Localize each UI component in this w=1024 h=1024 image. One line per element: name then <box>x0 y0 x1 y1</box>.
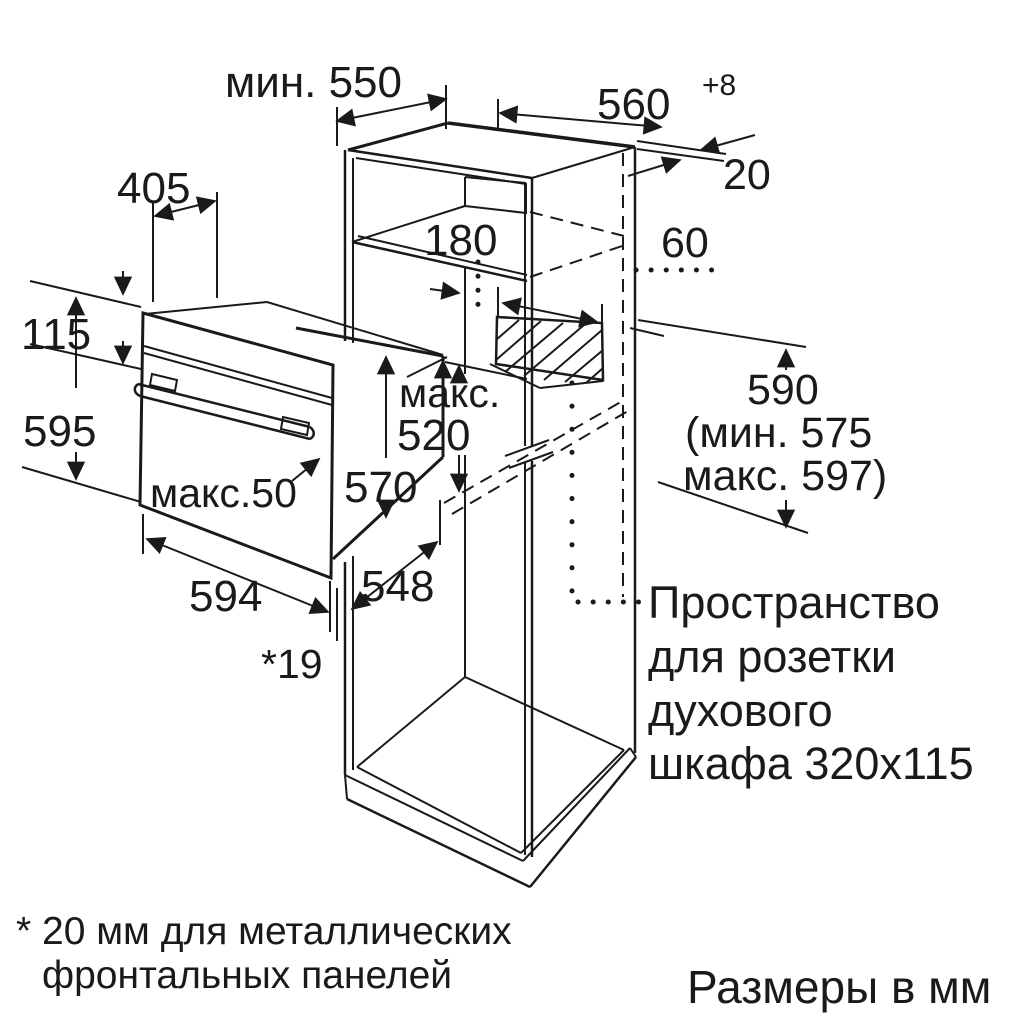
socket-note <box>648 577 974 789</box>
dim-595: 595 <box>23 407 97 456</box>
dim-180: 180 <box>424 216 498 265</box>
dim-min-550: мин. 550 <box>225 58 402 107</box>
dim-60: 60 <box>661 219 709 267</box>
footnote-line-1: * 20 мм для металлических <box>16 910 512 953</box>
dim-405: 405 <box>117 164 191 213</box>
socket-note-line-1: Пространство <box>648 577 940 628</box>
dim-560-tolerance: +8 <box>702 69 737 102</box>
socket-note-line-3: духового <box>648 685 833 736</box>
dim-20: 20 <box>723 151 771 199</box>
dim-590-max: макс. 597) <box>683 452 888 500</box>
footnote <box>16 910 512 997</box>
dim-594: 594 <box>189 572 263 621</box>
dim-590: 590 <box>747 366 819 414</box>
dim-gap-19: *19 <box>261 641 323 687</box>
footnote-line-2: фронтальных панелей <box>42 954 453 997</box>
units-note: Размеры в мм <box>687 961 992 1013</box>
dim-max-label: макс. <box>399 370 501 416</box>
oven-handle <box>135 374 314 439</box>
dim-548: 548 <box>361 562 435 611</box>
socket-note-line-2: для розетки <box>648 631 897 682</box>
dim-560: 560 <box>597 80 671 129</box>
dim-max-50: макс.50 <box>150 470 297 516</box>
dim-115: 115 <box>21 310 92 359</box>
dim-520: 520 <box>397 411 471 460</box>
dim-590-min: (мин. 575 <box>685 409 873 457</box>
socket-note-line-4: шкафа 320x115 <box>648 738 974 789</box>
dim-570: 570 <box>344 463 418 512</box>
